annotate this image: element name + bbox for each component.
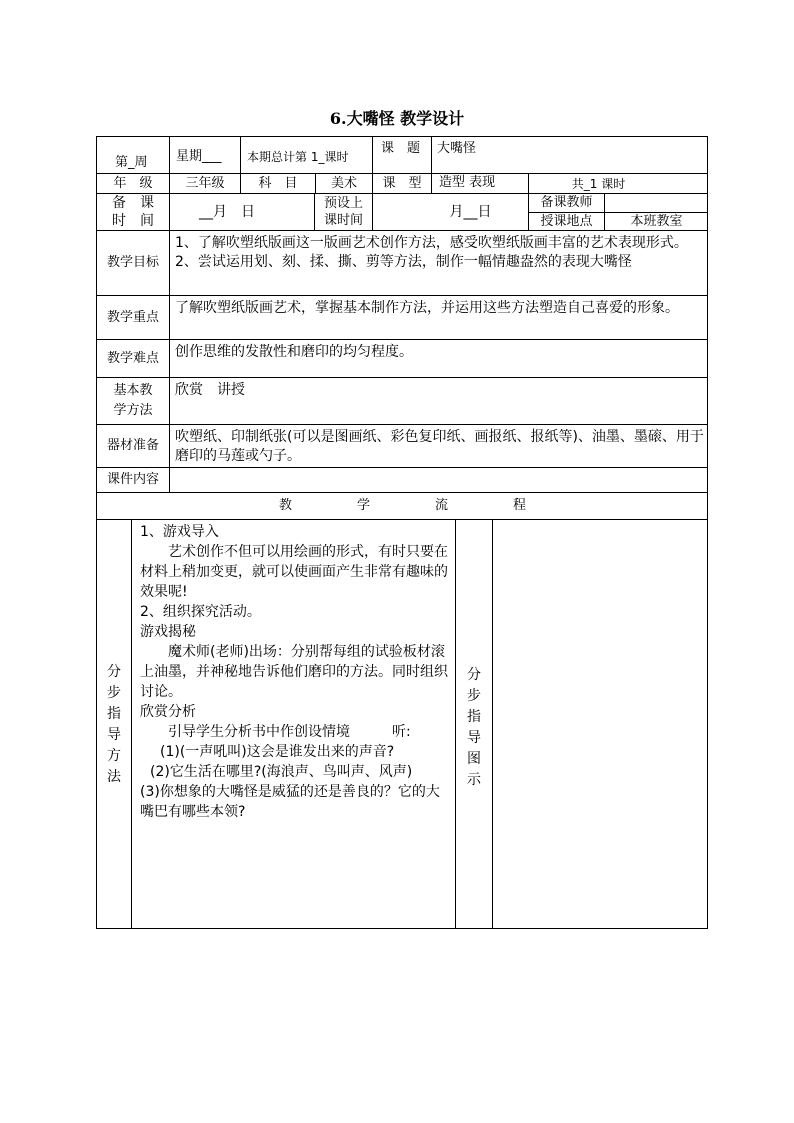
question-3: (3)你想象的大嘴怪是威猛的还是善良的？它的大嘴巴有哪些本领? [140,784,440,820]
materials-label-cell [96,424,169,467]
methods-label-cell [96,377,169,424]
teacher-label-cell [528,193,604,212]
grade-value: 三年级 [185,175,225,191]
planned-label: 预设上 课时间 [323,196,363,228]
table-border-right [707,136,708,929]
document-title: 6.大嘴怪 教学设计 [329,109,465,128]
difficulties-label: 教学难点 [106,350,159,366]
topic-value-cell [431,136,708,173]
difficulties-label-cell [96,339,169,377]
materials-content-cell [169,424,708,467]
right-label-char: 分 [467,667,481,683]
goals-label-cell [96,230,169,295]
type-value-cell [431,173,528,193]
step-text-1: 艺术创作不但可以用绘画的形式，有时只要在材料上稍加变更，就可以使画面产生非常有趣味的效果呢! [140,544,448,600]
process-illustration-cell [492,519,708,929]
week-cell [96,136,169,173]
process-heading-cell [96,492,708,519]
hours-cell [528,173,708,193]
courseware-label: 课件内容 [106,472,159,487]
process-left-label-cell [96,519,131,929]
right-label-char: 步 [467,688,481,704]
planned-date: 月__日 [449,204,492,220]
period-text: 本期总计第 1_课时 [247,150,349,164]
step-text-magician: 魔术师(老师)出场：分别帮每组的试验板材滚上油墨，并神秘地告诉他们磨印的方法。同时组织讨论。 [140,644,448,700]
prep-date-cell [169,193,314,230]
left-label-char: 分 [107,663,121,680]
prep-date: __月 日 [199,204,255,220]
weekday-cell [169,136,240,173]
step-text-guide: 引导学生分析书中作创设情境 听: [168,724,411,740]
place-value-cell [604,212,708,230]
topic-label-cell [372,136,431,173]
left-label-char: 法 [107,768,121,785]
courseware-label-cell [96,467,169,492]
place-label-cell [528,212,604,230]
teacher-label: 备课教师 [540,195,593,210]
planned-date-cell [372,193,528,230]
right-label-char: 导 [467,730,481,746]
topic-label: 课 题 [381,141,421,156]
step-subheading-appreciation: 欣赏分析 [140,704,196,720]
left-label-char: 步 [107,684,121,701]
key-points-label-cell [96,295,169,339]
key-points-text: 了解吹塑纸版画艺术，掌握基本制作方法，并运用这些方法塑造自己喜爱的形象。 [175,300,679,316]
grade-label-cell [96,173,169,193]
subject-label: 科 目 [258,175,298,191]
difficulties-content-cell [169,339,708,377]
goals-content-cell [169,230,708,295]
period-cell [240,136,372,173]
key-points-label: 教学重点 [106,309,159,325]
methods-label: 基本教 学方法 [113,383,153,418]
difficulties-text: 创作思维的发散性和磨印的均匀程度。 [175,344,413,360]
week-text: 第_周 [115,155,148,170]
type-label-cell [372,173,431,193]
methods-content-cell [169,377,708,424]
type-label: 课 型 [382,175,422,191]
lesson-plan-table [96,136,708,929]
process-right-label-cell [455,519,492,929]
methods-text: 欣赏 讲授 [175,382,245,398]
question-1: (1)(一声吼叫)这会是谁发出来的声音? [160,744,395,760]
planned-label-cell [314,193,372,230]
process-left-label [106,662,122,788]
process-right-label [466,665,482,791]
place-label: 授课地点 [540,213,593,229]
subject-value-cell [315,173,372,193]
prep-time-label-cell [96,193,169,230]
left-label-char: 指 [107,705,121,722]
left-label-char: 导 [107,726,121,743]
prep-time-label: 备 课 时 间 [112,195,154,229]
right-label-char: 示 [467,772,481,788]
goals-label: 教学目标 [106,255,159,270]
weekday-text: 星期___ [176,149,222,164]
goals-line-1: 1、了解吹塑纸版画这一版画艺术创作方法，感受吹塑纸版画丰富的艺术表现形式。 [175,235,688,251]
materials-text: 吹塑纸、印制纸张(可以是图画纸、彩色复印纸、画报纸、报纸等)、油墨、墨磙、用于磨印的马莲或勺子。 [175,429,704,464]
key-points-content-cell [169,295,708,339]
question-2: (2)它生活在哪里?(海浪声、鸟叫声、风声) [150,764,413,780]
process-steps-cell [131,519,455,929]
subject-label-cell [240,173,315,193]
courseware-content-cell [169,467,708,492]
step-heading-1: 1、游戏导入 [140,524,219,540]
process-heading: 教 学 流 程 [278,498,526,513]
hours-value: 共_1 课时 [571,176,626,191]
teacher-value-cell [604,193,708,212]
topic-value: 大嘴怪 [437,141,477,156]
left-label-char: 方 [107,747,121,764]
step-subheading-game: 游戏揭秘 [140,624,196,640]
materials-label: 器材准备 [106,438,159,453]
right-label-char: 图 [467,751,481,767]
step-heading-2: 2、组织探究活动。 [140,604,261,620]
grade-value-cell [169,173,240,193]
grade-label: 年 级 [113,175,153,191]
right-label-char: 指 [467,709,481,725]
type-value: 造型 表现 [439,175,496,190]
goals-line-2: 2、尝试运用划、刻、揉、撕、剪等方法，制作一幅情趣盎然的表现大嘴怪 [175,254,632,270]
subject-value: 美术 [330,175,357,191]
place-value: 本班教室 [630,213,683,229]
table-border-bottom [96,928,708,929]
